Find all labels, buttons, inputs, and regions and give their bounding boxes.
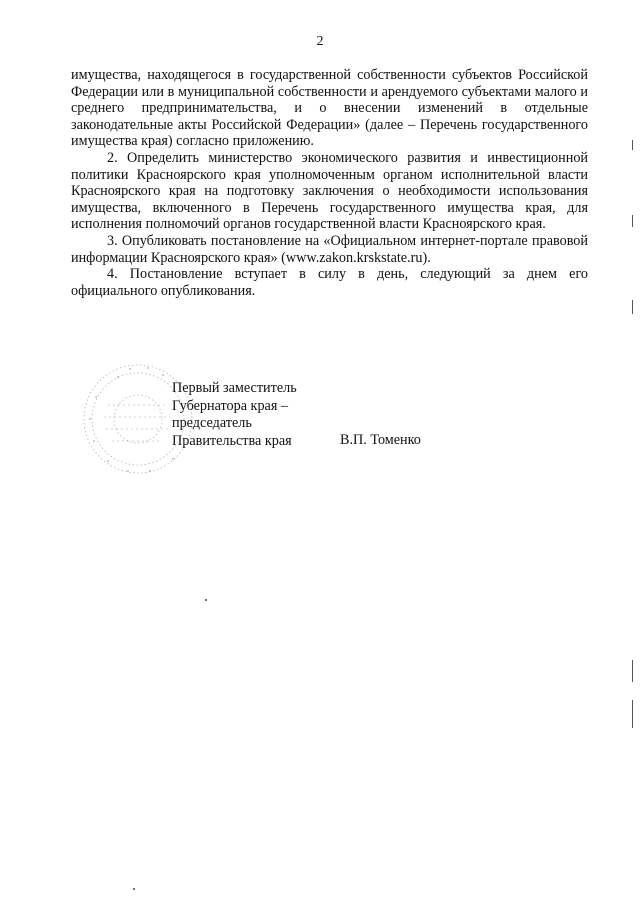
scan-edge-mark <box>632 300 633 314</box>
signatory-name: В.П. Томенко <box>340 432 421 448</box>
scan-edge-mark <box>632 140 633 150</box>
scan-edge-mark <box>632 660 633 682</box>
scan-speck <box>133 888 135 890</box>
signatory-title-line: председатель <box>172 415 252 431</box>
signatory-title-line: Первый заместитель <box>172 380 297 396</box>
paragraph-item-4: 4. Постановление вступает в силу в день, следующий за днем его официального опубликования. <box>71 266 588 299</box>
paragraph-item-3: 3. Опубликовать постановление на «Официальном интернет-портале правовой информации Красноярского края» (www.zakon.krskstate.ru). <box>71 232 588 266</box>
document-body <box>71 67 588 299</box>
signatory-title-line: Губернатора края – <box>172 397 289 414</box>
scan-edge-mark <box>632 215 633 227</box>
signatory-title-line: Правительства края <box>172 432 292 449</box>
scan-speck <box>205 599 207 601</box>
signatory-title <box>172 380 297 450</box>
page-number: 2 <box>316 34 324 49</box>
paragraph-continuation: имущества, находящегося в государственной собственности субъектов Российской Федерации или в муниципальной собственности и арендуемого субъектами малого и среднего предпринимательства, и о внесении изменений в отдельные законодательные акты Российской Федерации» (далее – Перечень государственного имущества края) согласно приложению. <box>71 67 588 150</box>
scan-edge-mark <box>632 700 633 728</box>
paragraph-item-2: 2. Определить министерство экономического развития и инвестиционной политики Красноярского края уполномоченным органом исполнительной власти Красноярского края на подготовку заключения о необходимости использования имущества, включенного в Перечень государственного имущества края, для исполнения полномочий органов государственной власти Красноярского края. <box>71 149 588 233</box>
